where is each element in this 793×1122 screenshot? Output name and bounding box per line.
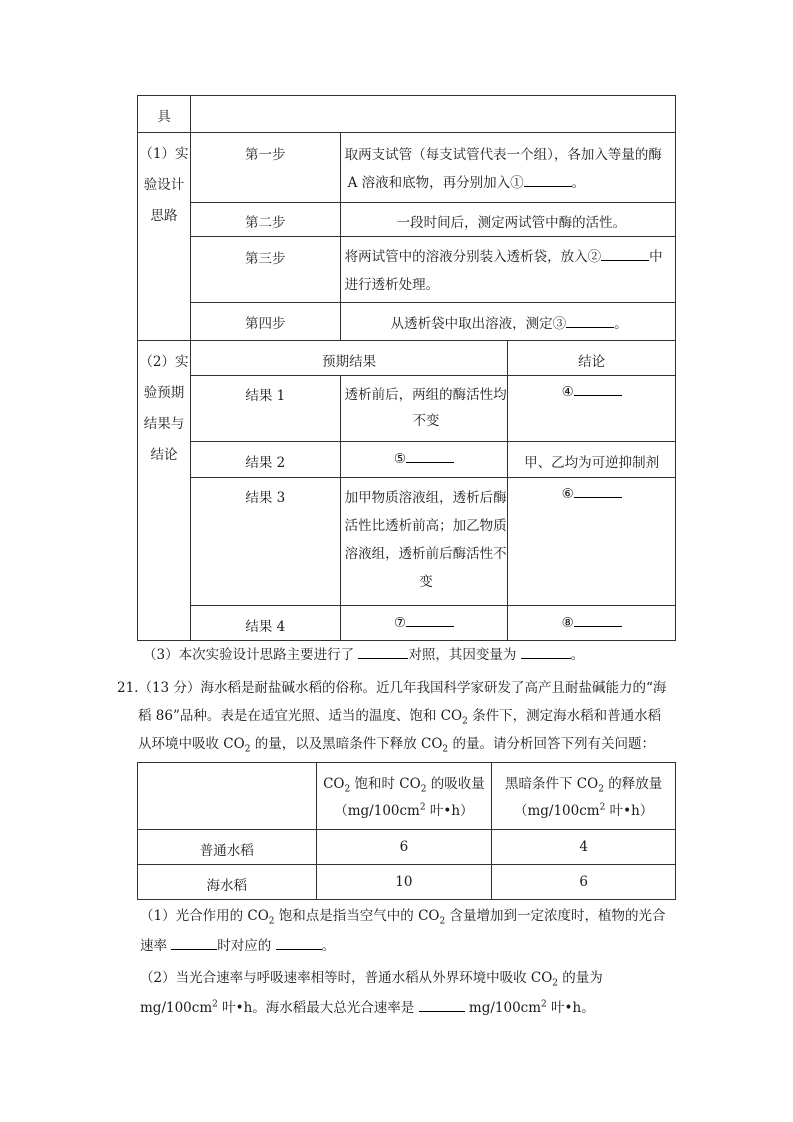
row-release: 4 — [492, 830, 676, 865]
table-row — [138, 830, 676, 865]
result1-line: 不变 — [412, 413, 440, 429]
q21-line2 — [138, 706, 661, 726]
step1-label: 第一步 — [190, 133, 340, 203]
release-header-line — [492, 771, 675, 798]
result1-conclusion — [508, 376, 676, 442]
absorb-header — [316, 763, 492, 830]
pred-label-line: 结论 — [150, 447, 178, 463]
table-row — [138, 865, 676, 900]
unit-text: （mg/100cm — [513, 803, 600, 819]
design-label-line: 思路 — [150, 208, 178, 224]
answer-blank-4[interactable] — [574, 395, 622, 396]
q21-1-line2 — [140, 936, 335, 956]
subscript: 2 — [268, 916, 275, 927]
subscript: 2 — [244, 744, 251, 755]
design-label-cell — [138, 133, 191, 341]
q21-1-text: 时对应的 — [217, 938, 272, 954]
result1-label: 结果 1 — [190, 376, 340, 442]
answer-blank-q21-2[interactable] — [419, 1011, 465, 1012]
q21-1-text: 含量增加到一定浓度时，植物的光合 — [445, 908, 666, 924]
unit-text: 叶•h） — [605, 803, 654, 819]
header-text: 饱和时 CO — [350, 776, 421, 792]
result4-expected — [340, 606, 508, 641]
q3-text: 对照，其因变量为 — [408, 647, 517, 663]
q21-text: 从环境中吸收 CO — [138, 736, 245, 752]
q21-2-text: 叶•h。海水稻最大总光合速率是 — [217, 1000, 415, 1016]
answer-blank-q21-1a[interactable] — [171, 949, 217, 950]
q21-text: 的量。请分析回答下列有关问题： — [448, 736, 655, 752]
header-text: 黑暗条件下 CO — [505, 776, 599, 792]
tool-content-cell — [190, 96, 675, 133]
subscript: 2 — [439, 916, 446, 927]
unit-text: 叶•h） — [425, 803, 474, 819]
subscript: 2 — [462, 716, 468, 727]
prediction-label-cell — [138, 341, 191, 641]
absorb-unit — [317, 798, 492, 825]
step2-label: 第二步 — [190, 203, 340, 237]
circle-num: ⑤ — [393, 451, 406, 467]
row-absorb: 10 — [316, 865, 492, 900]
circle-num: ⑦ — [393, 615, 406, 631]
q21-text: 条件下，测定海水稻和普通水稻 — [467, 708, 662, 724]
step3-label: 第三步 — [190, 237, 340, 303]
q21-line3 — [138, 734, 655, 754]
step3-content — [340, 237, 675, 303]
superscript: 2 — [541, 999, 547, 1010]
circle-num: ⑧ — [561, 615, 574, 631]
result3-line: 加甲物质溶液组，透析后酶 — [344, 490, 507, 506]
q21-1-text: 。 — [321, 938, 336, 954]
answer-blank-6[interactable] — [574, 497, 622, 498]
answer-blank-q3b[interactable] — [521, 658, 571, 659]
step4-content — [340, 303, 675, 341]
q21-text: 的量，以及黑暗条件下释放 CO — [250, 736, 443, 752]
subscript: 2 — [598, 784, 604, 795]
step1-text: A 溶液和底物，再分别加入① — [347, 175, 524, 191]
q21-1-text: 速率 — [140, 938, 167, 954]
period: 。 — [614, 316, 628, 332]
result1-expected — [340, 376, 508, 442]
q21-2-text: 的量为 — [558, 970, 603, 986]
step2-content: 一段时间后，测定两试管中酶的活性。 — [340, 203, 675, 237]
q21-2-text: mg/100cm — [468, 1000, 542, 1016]
result2-label: 结果 2 — [190, 442, 340, 478]
result3-line: 变 — [419, 574, 433, 590]
result4-conclusion — [508, 606, 676, 641]
q21-text: 稻 86”品种。表是在适宜光照、适当的温度、饱和 CO — [138, 708, 463, 724]
design-label-line: （1）实 — [139, 146, 189, 162]
step3-text: 中 — [649, 249, 663, 265]
result4-label: 结果 4 — [190, 606, 340, 641]
design-label-line: 验设计 — [143, 177, 185, 193]
release-unit — [492, 798, 675, 825]
answer-blank-q3a[interactable] — [358, 658, 408, 659]
answer-blank-8[interactable] — [574, 626, 622, 627]
tool-tail-cell: 具 — [138, 96, 191, 133]
q21-1-text: （1）光合作用的 CO — [140, 908, 269, 924]
q21-2-line1 — [140, 968, 603, 988]
q21-line1: 21.（13 分）海水稻是耐盐碱水稻的俗称。近几年我国科学家研发了高产且耐盐碱能力的“海 — [117, 680, 667, 696]
corner-cell — [138, 763, 317, 830]
circle-num: ⑥ — [561, 486, 574, 502]
step3-line — [345, 243, 675, 271]
answer-blank-3[interactable] — [566, 327, 614, 328]
row-absorb: 6 — [316, 830, 492, 865]
pred-label-line: 结果与 — [143, 416, 185, 432]
co2-table — [137, 762, 676, 900]
step1-line — [345, 169, 675, 197]
row-name: 普通水稻 — [138, 830, 317, 865]
result1-line: 透析前后，两组的酶活性均 — [344, 387, 507, 403]
step1-line: 取两支试管（每支试管代表一个组），各加入等量的酶 — [344, 147, 662, 163]
subscript: 2 — [552, 978, 559, 989]
q21-1-line1 — [140, 906, 666, 926]
absorb-header-line — [317, 771, 492, 798]
answer-blank-q21-1b[interactable] — [276, 949, 322, 950]
superscript: 2 — [419, 802, 426, 813]
answer-blank-1[interactable] — [524, 186, 572, 187]
step1-content — [340, 133, 675, 203]
pred-label-line: （2）实 — [139, 354, 189, 370]
pred-label-line: 验预期 — [143, 385, 185, 401]
step3-text: 将两试管中的溶液分别装入透析袋，放入② — [344, 249, 602, 265]
row-name: 海水稻 — [138, 865, 317, 900]
step4-text: 从透析袋中取出溶液，测定③ — [390, 316, 567, 332]
header-text: CO — [323, 776, 345, 792]
q3-text: 。 — [570, 647, 585, 663]
result3-conclusion — [508, 478, 676, 606]
result3-line: 溶液组，透析前后酶活性不 — [344, 546, 507, 562]
row-release: 6 — [492, 865, 676, 900]
q21-2-text: 叶•h。 — [546, 1000, 595, 1016]
answer-blank-5[interactable] — [406, 462, 454, 463]
step4-label: 第四步 — [190, 303, 340, 341]
answer-blank-2[interactable] — [601, 260, 649, 261]
period: 。 — [571, 175, 586, 191]
q3-text: （3）本次实验设计思路主要进行了 — [143, 647, 355, 663]
q21-2-text: （2）当光合速率与呼吸速率相等时，普通水稻从外界环境中吸收 CO — [140, 970, 553, 986]
conclusion-header: 结论 — [508, 341, 676, 376]
result3-line: 活性比透析前高；加乙物质 — [344, 518, 507, 534]
step3-line: 进行透析处理。 — [344, 277, 440, 293]
result2-conclusion: 甲、乙均为可逆抑制剂 — [508, 442, 676, 478]
header-text: 的吸收量 — [426, 776, 485, 792]
q21-2-line2 — [140, 998, 595, 1018]
result3-expected — [340, 478, 508, 606]
release-header — [492, 763, 676, 830]
result2-expected — [340, 442, 508, 478]
q21-2-text: mg/100cm — [140, 1000, 213, 1016]
unit-text: （mg/100cm — [334, 803, 420, 819]
header-text: 的释放量 — [603, 776, 663, 792]
expected-header: 预期结果 — [190, 341, 507, 376]
answer-blank-7[interactable] — [406, 626, 454, 627]
q21-1-text: 饱和点是指当空气中的 CO — [274, 908, 440, 924]
result3-label: 结果 3 — [190, 478, 340, 606]
experiment-design-table — [137, 95, 676, 641]
subscript: 2 — [344, 784, 351, 795]
superscript: 2 — [212, 999, 218, 1010]
subscript: 2 — [420, 784, 427, 795]
circle-num: ④ — [561, 384, 574, 400]
subscript: 2 — [442, 744, 449, 755]
question-3 — [143, 645, 584, 665]
superscript: 2 — [599, 802, 606, 813]
